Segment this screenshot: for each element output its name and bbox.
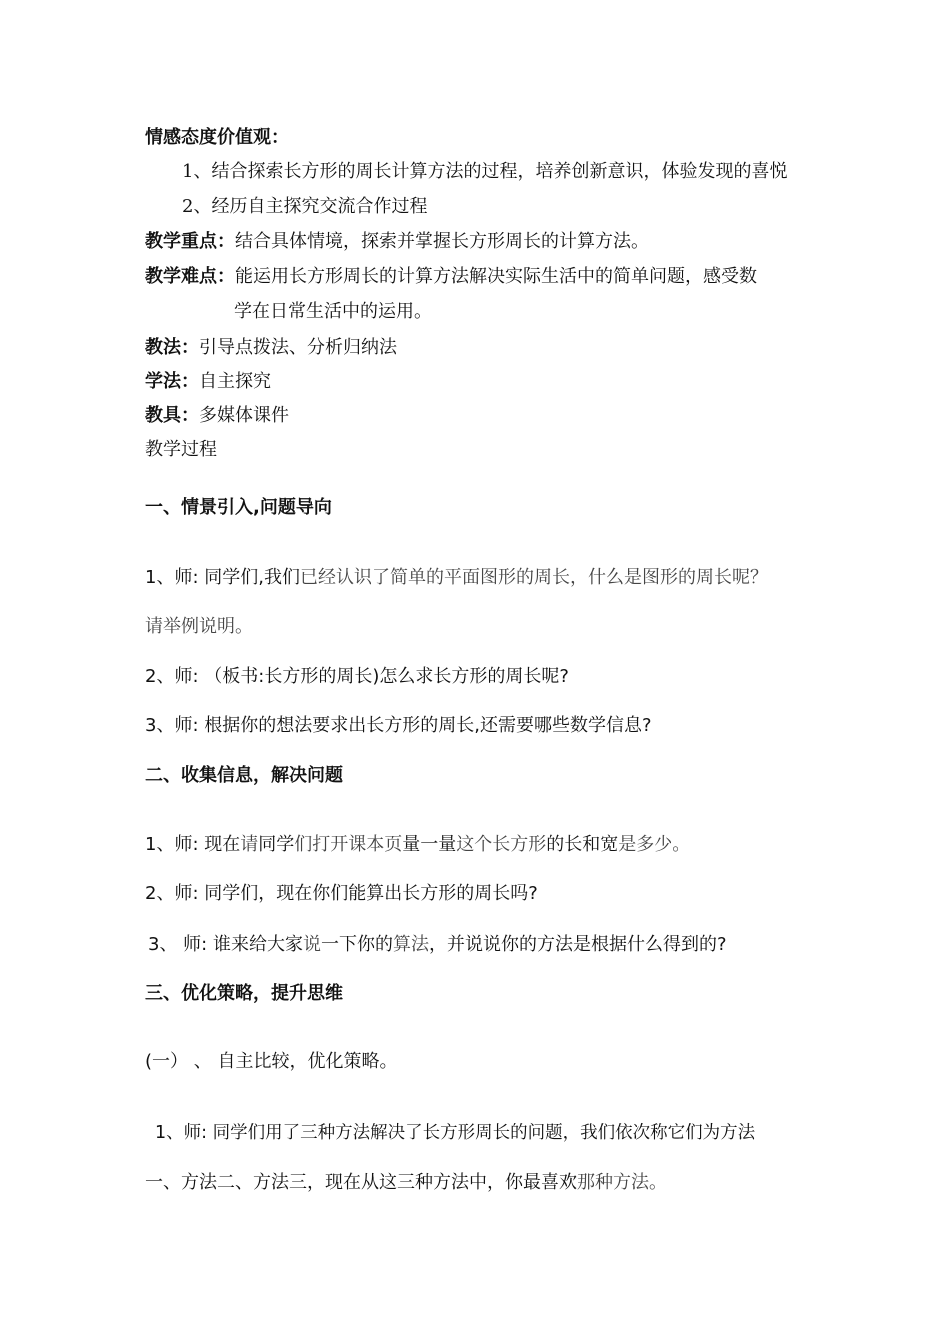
section3-p1-line2-b: 那种方法。 bbox=[577, 1172, 667, 1193]
difficulty-line bbox=[145, 264, 757, 289]
section2-title: 二、收集信息，解决问题 bbox=[145, 765, 343, 786]
method-line bbox=[145, 335, 397, 360]
section2-q1-e: 量一量 bbox=[402, 834, 457, 855]
difficulty-text-2: 学在日常生活中的运用。 bbox=[234, 301, 432, 322]
section3-p1-line1: 1、师: 同学们用了三种方法解决了长方形周长的问题，我们依次称它们为方法 bbox=[155, 1123, 756, 1143]
section2-q1-c: 同学 bbox=[258, 834, 295, 855]
key-point-text: 结合具体情境，探索并掌握长方形周长的计算方法。 bbox=[235, 231, 649, 252]
difficulty-text-1: 能运用长方形周长的计算方法解决实际生活中的简单问题，感受数 bbox=[235, 266, 757, 287]
section3-p1-line2 bbox=[145, 1170, 667, 1195]
key-point-label: 教学重点： bbox=[145, 231, 235, 252]
section1-title: 一、情景引入,问题导向 bbox=[145, 497, 332, 518]
section1-q3: 3、师: 根据你的想法要求出长方形的周长,还需要哪些数学信息? bbox=[145, 715, 652, 736]
section1-q1-part1: 1、师: 同学们,我们 bbox=[145, 567, 300, 588]
study-line bbox=[145, 369, 271, 394]
section1-q1 bbox=[145, 565, 768, 590]
section2-q3-b: 说 bbox=[302, 934, 321, 955]
emotion-item-1: 1、结合探索长方形的周长计算方法的过程，培养创新意识，体验发现的喜悦 bbox=[182, 161, 788, 182]
section2-q2: 2、师: 同学们，现在你们能算出长方形的周长吗? bbox=[145, 883, 538, 904]
section2-q1-b: 请 bbox=[240, 834, 259, 855]
section2-q3 bbox=[148, 932, 727, 957]
section2-q3-d: 算法 bbox=[392, 934, 429, 955]
section2-q1-h: 是多少。 bbox=[618, 834, 691, 855]
section1-q1-part2: 已经认识了简单的平面图形的周长，什么是图形的周长呢？ bbox=[299, 567, 768, 588]
section3-sub1: (一） 、 自主比较，优化策略。 bbox=[145, 1051, 398, 1072]
section1-q2 bbox=[145, 664, 569, 689]
emotion-item-2: 2、经历自主探究交流合作过程 bbox=[182, 196, 428, 217]
section1-q2-part2: （板书:长方形的周长)怎么求长方形的周长呢? bbox=[204, 666, 569, 687]
section2-q1-d: 们打开课本页 bbox=[294, 834, 403, 855]
section3-title: 三、优化策略，提升思维 bbox=[145, 983, 343, 1004]
section3-p1-line2-a: 一、方法二、方法三，现在从这三种方法中，你最喜欢 bbox=[145, 1172, 577, 1193]
emotion-heading: 情感态度价值观： bbox=[145, 127, 289, 148]
section1-q2-part1: 2、师: bbox=[145, 666, 205, 687]
tools-line bbox=[145, 403, 289, 428]
study-text: 自主探究 bbox=[199, 371, 271, 392]
study-label: 学法： bbox=[145, 371, 199, 392]
tools-label: 教具： bbox=[145, 405, 199, 426]
section2-q1-f: 这个长方形 bbox=[456, 834, 547, 855]
method-text: 引导点拨法、分析归纳法 bbox=[199, 337, 397, 358]
section2-q3-a: 3、 师: 谁来给大家 bbox=[148, 934, 303, 955]
section2-q1-g: 的长和宽 bbox=[546, 834, 619, 855]
key-point-line bbox=[145, 229, 649, 254]
process-title: 教学过程 bbox=[145, 439, 217, 460]
method-label: 教法： bbox=[145, 337, 199, 358]
difficulty-label: 教学难点： bbox=[145, 266, 235, 287]
section2-q3-e: ，并说说你的方法是根据什么得到的? bbox=[428, 934, 727, 955]
section1-q1-line2: 请举例说明。 bbox=[145, 616, 253, 637]
section2-q1 bbox=[145, 832, 690, 857]
tools-text: 多媒体课件 bbox=[199, 405, 289, 426]
section2-q3-c: 一下你的 bbox=[320, 934, 393, 955]
section2-q1-a: 1、师: 现在 bbox=[145, 834, 241, 855]
